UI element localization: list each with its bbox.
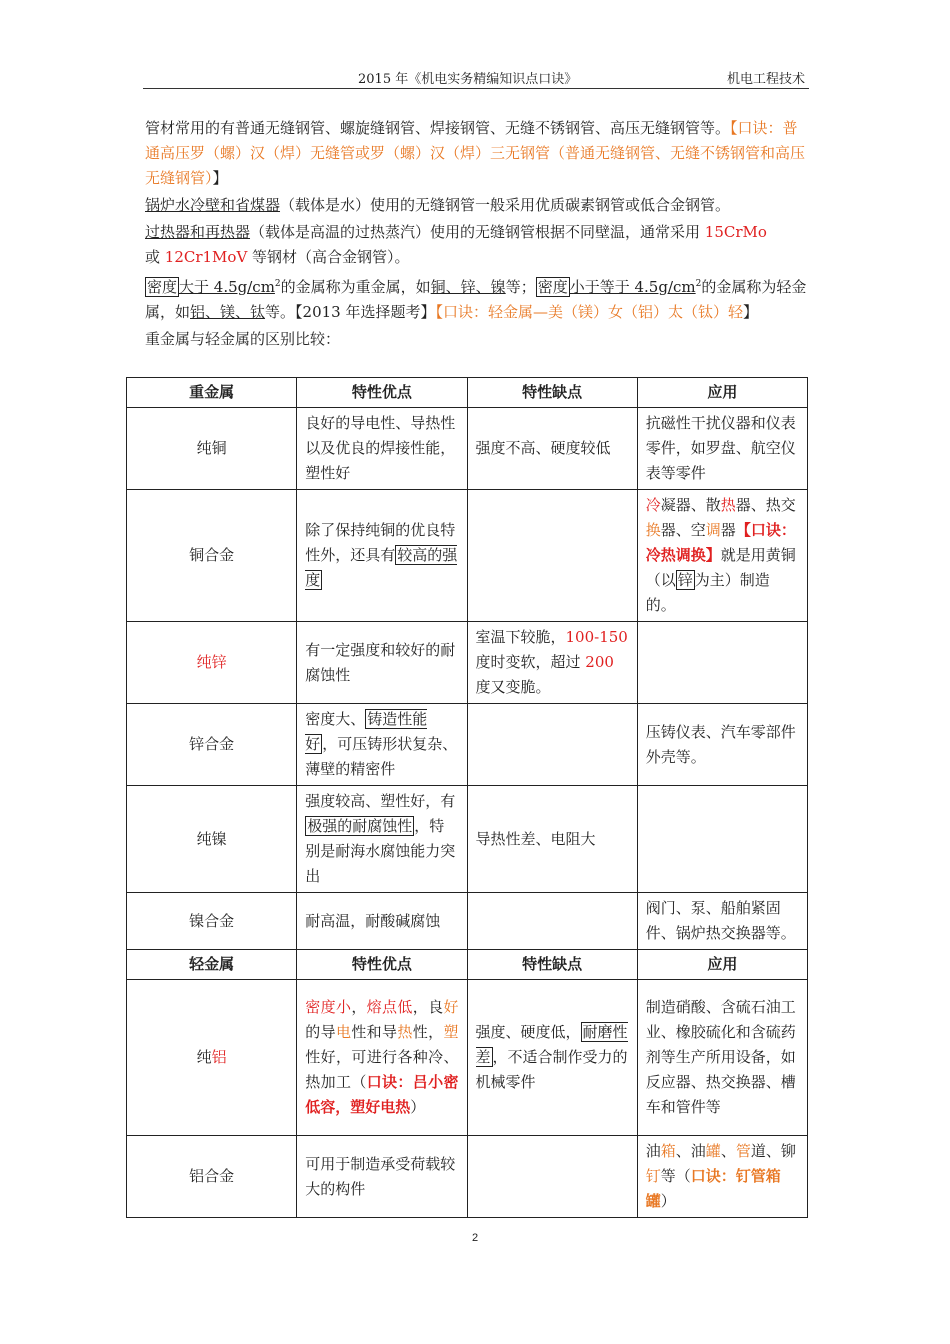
header-title: 2015 年《机电实务精编知识点口诀》 [358, 72, 578, 87]
table-row: 纯铜 良好的导电性、导热性以及优良的焊接性能，塑性好 强度不高、硬度较低 抗磁性干扰仪器和仪表零件，如罗盘、航空仪表等零件 [127, 408, 808, 490]
header-section: 机电工程技术 [726, 72, 805, 87]
page-header [143, 64, 809, 89]
table-header-row: 轻金属 特性优点 特性缺点 应用 [127, 950, 808, 980]
paragraph-boiler: 锅炉水冷壁和省煤器（载体是水）使用的无缝钢管一般采用优质碳素钢管或低合金钢管。 [145, 196, 731, 214]
table-row: 锌合金 密度大、 铸造性能好 ，可压铸形状复杂、薄壁的精密件 压铸仪表、汽车零部件外壳等。 [127, 704, 808, 786]
table-header-row: 重金属 特性优点 特性缺点 应用 [127, 378, 808, 408]
paragraph-pipes: 管材常用的有普通无缝钢管、螺旋缝钢管、焊接钢管、无缝不锈钢管、高压无缝钢管等。【口诀：普通高压罗（螺）汉（焊）无缝管或罗（螺）汉（焊）三无钢管（普通无缝钢管、无缝不锈钢管和高压无缝钢管）】 [145, 119, 806, 187]
paragraph-density: 密度 大于 $4.5g/cm^2$的金属称为重金属，如铜、锌、镍等； 密度 小于等于 $4.5g/cm^2$的金属称为轻金属，如铝、镁、钛等。【2013 年选择题考】【口诀：轻金属—美（镁）女（铝）太（钛）轻】 [145, 278, 807, 321]
metal-comparison-table [126, 377, 808, 1218]
table-row: 纯镍 强度较高、塑性好，有极强的耐腐蚀性 ，特别是耐海水腐蚀能力突出 导热性差、电阻大 [127, 786, 808, 893]
table-row: 镍合金 耐高温，耐酸碱腐蚀 阀门、泵、船舶紧固件、锅炉热交换器等。 [127, 893, 808, 950]
paragraph-comparison-intro: 重金属与轻金属的区别比较： [145, 330, 341, 348]
paragraph-superheater: 过热器和再热器（载体是高温的过热蒸汽）使用的无缝钢管根据不同壁温，通常采用 15CrMo 或 12Cr1MoV 等钢材（高合金钢管）。 [145, 223, 767, 266]
table-row: 纯锌 有一定强度和较好的耐腐蚀性 室温下较脆，100-150度时变软，超过 200 度又变脆。 [127, 622, 808, 704]
table-row: 铝合金 可用于制造承受荷载较大的构件 油箱、油罐、管道、铆钉等（口诀：钉管箱罐） [127, 1136, 808, 1218]
table-row: 铜合金 除了保持纯铜的优良特性外，还具有 较高的强度 冷凝器、散热器、热交换器、空调器【口诀：冷热调换】就是用黄铜（以 锌 为主）制造的。 [127, 490, 808, 622]
page-number: 2 [471, 1232, 479, 1244]
table-row: 纯铝 密度小，熔点低，良好的导电性和导热性，塑性好，可进行各种冷、热加工（口诀：吕小密低容，塑好电热） 强度、硬度低， 耐磨性差 ，不适合制作受力的机械零件 制造硝酸、含硫石油工业、橡胶硫化和含硫药剂等生产所用设备，如反应器、热交换器、槽车和管件等 [127, 980, 808, 1136]
body-text [145, 116, 809, 354]
